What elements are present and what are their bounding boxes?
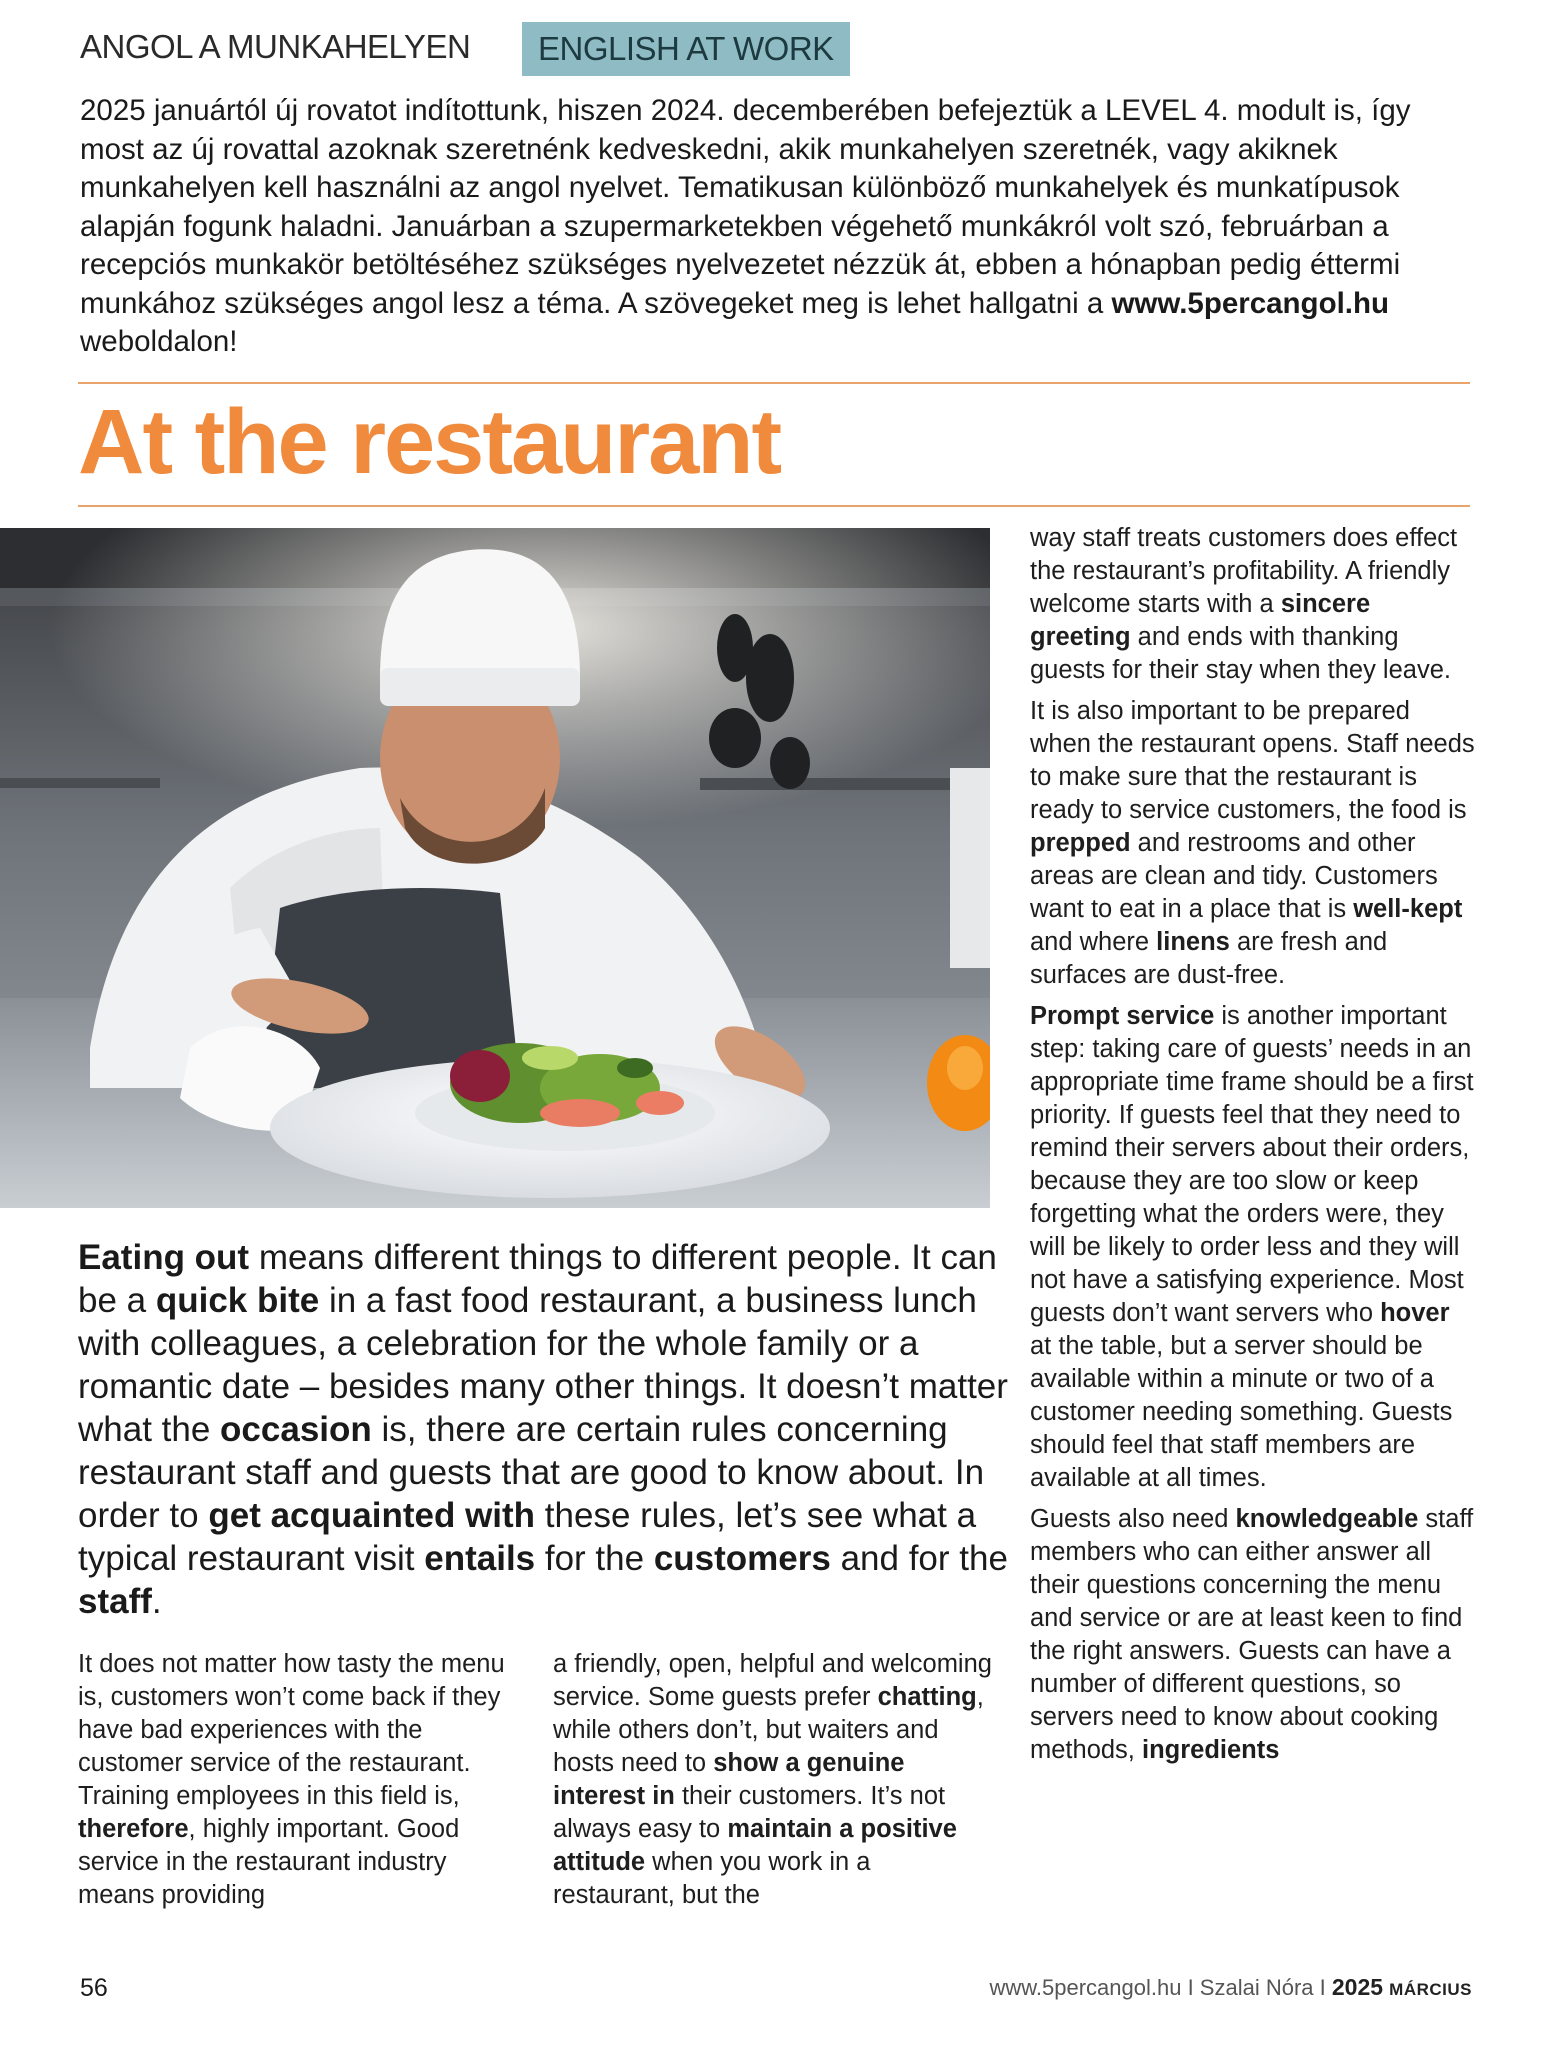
bold-term: quick bite: [155, 1281, 320, 1320]
text-run: means different things to different people. It can be a: [78, 1238, 997, 1320]
bold-term: show a genuine interest in: [553, 1749, 905, 1810]
bold-term: well-kept: [1353, 895, 1463, 923]
intro-paragraph: [80, 92, 1470, 362]
text-run: , while others don’t, but waiters and hosts need to: [553, 1683, 984, 1777]
text-run: are fresh and surfaces are dust-free.: [1030, 928, 1388, 989]
section-label-english: ENGLISH AT WORK: [522, 22, 850, 76]
bold-term: Prompt service: [1030, 1002, 1215, 1030]
title-rule-top: [78, 382, 1470, 384]
bold-term: hover: [1380, 1299, 1450, 1327]
article-title: At the restaurant: [78, 391, 781, 493]
footer-site-author: www.5percangol.hu I Szalai Nóra I: [989, 1975, 1332, 2000]
paragraph: [1030, 1503, 1475, 1767]
text-run: when you work in a restaurant, but the: [553, 1848, 871, 1909]
text-run: and ends with thanking guests for their stay when they leave.: [1030, 623, 1451, 684]
text-run: , highly important. Good service in the restaurant industry means providing: [78, 1815, 460, 1909]
bold-term: occasion: [220, 1410, 372, 1449]
bold-term: entails: [424, 1539, 536, 1578]
text-run: .: [151, 1582, 162, 1621]
paragraph: [78, 1648, 528, 1912]
text-run: a friendly, open, helpful and welcoming service. Some guests prefer: [553, 1650, 992, 1711]
bold-term: chatting: [877, 1683, 977, 1711]
page-number: 56: [80, 1974, 108, 2002]
text-run: for the: [535, 1539, 654, 1578]
bold-term: staff: [78, 1582, 152, 1621]
bold-term: therefore: [78, 1815, 189, 1843]
bold-term: linens: [1156, 928, 1230, 956]
text-run: It is also important to be prepared when the restaurant opens. Staff needs to make sure that the restaurant is ready to service customers, the food is: [1030, 697, 1475, 824]
text-run: is another important step: taking care of guests’ needs in an appropriate time frame should be a first priority. If guests feel that they need to remind their servers about their orders, because they are too slow or keep forgetting what the orders were, they will be likely to order less and they will not have a satisfying experience. Most guests don’t want servers who: [1030, 1002, 1474, 1327]
text-run: and where: [1030, 928, 1157, 956]
bold-term: get acquainted with: [208, 1496, 536, 1535]
text-run: and restrooms and other areas are clean and tidy. Customers want to eat in a place that is: [1030, 829, 1438, 923]
text-run: at the table, but a server should be available within a minute or two of a customer needing something. Guests should feel that staff members are available at all times.: [1030, 1332, 1453, 1492]
footer-year: 2025: [1331, 1974, 1384, 2000]
text-run: and for the: [830, 1539, 1008, 1578]
bold-term: prepped: [1030, 829, 1131, 857]
intro-text-end: weboldalon!: [80, 325, 238, 358]
footer-month: MÁRCIUS: [1389, 1980, 1472, 1999]
text-run: way staff treats customers does effect the restaurant’s profitability. A friendly welcome starts with a: [1030, 524, 1458, 618]
text-run: staff members who can either answer all their questions concerning the menu and service or are at least keen to find the right answers. Guests can have a number of different questions, so servers need to know about cooking methods,: [1030, 1505, 1474, 1764]
body-column-2: [553, 1648, 993, 1920]
text-run: in a fast food restaurant, a business lunch with colleagues, a celebration for the whole family or a romantic date – besides many other things. It doesn’t matter what the: [78, 1281, 1008, 1449]
text-run: these rules, let’s see what a typical restaurant visit: [78, 1496, 977, 1578]
paragraph: [553, 1648, 993, 1912]
text-run: It does not matter how tasty the menu is, customers won’t come back if they have bad experiences with the customer service of the restaurant. Training employees in this field is,: [78, 1650, 505, 1810]
bold-term: ingredients: [1141, 1736, 1280, 1764]
body-column-1: [78, 1648, 528, 1920]
text-run: Guests also need: [1030, 1505, 1236, 1533]
text-run: is, there are certain rules concerning restaurant staff and guests that are good to know about. In order to: [78, 1410, 985, 1535]
intro-text: 2025 januártól új rovatot indítottunk, hiszen 2024. decemberében befejeztük a LEVEL 4. modult is, így most az új rovattal azoknak szeretnénk kedveskedni, akik munkahelyen szeretnék, vagy akiknek munkahelyen kell használni az angol nyelvet. Tematikusan különböző munkahelyek és munkatípusok alapján fogunk haladni. Januárban a szupermarketekben végehető munkákról volt szó, februárban a recepciós munkakör betöltéséhez szükséges nyelvezetet nézzük át, ebben a hónapban pedig éttermi munkához szükséges angol lesz a téma. A szövegeket meg is lehet hallgatni a: [80, 94, 1411, 320]
intro-website-link[interactable]: www.5percangol.hu: [1111, 286, 1390, 320]
chef-plating-salad-photo: [0, 528, 990, 1208]
section-label-hungarian: ANGOL A MUNKAHELYEN: [80, 28, 471, 65]
bold-term: sincere greeting: [1030, 590, 1371, 651]
title-rule-bottom: [78, 505, 1470, 507]
paragraph: [1030, 695, 1475, 992]
footer-credits: [960, 1974, 1472, 2001]
body-column-3: [1030, 522, 1475, 1775]
paragraph: [1030, 522, 1475, 687]
bold-term: maintain a positive attitude: [553, 1815, 957, 1876]
paragraph: [1030, 1000, 1475, 1495]
bold-term: knowledgeable: [1235, 1505, 1419, 1533]
bold-term: Eating out: [78, 1238, 250, 1277]
lead-text: [78, 1236, 1008, 1623]
bold-term: customers: [653, 1539, 831, 1578]
text-run: their customers. It’s not always easy to: [553, 1782, 946, 1843]
lead-paragraph: [78, 1236, 1008, 1623]
